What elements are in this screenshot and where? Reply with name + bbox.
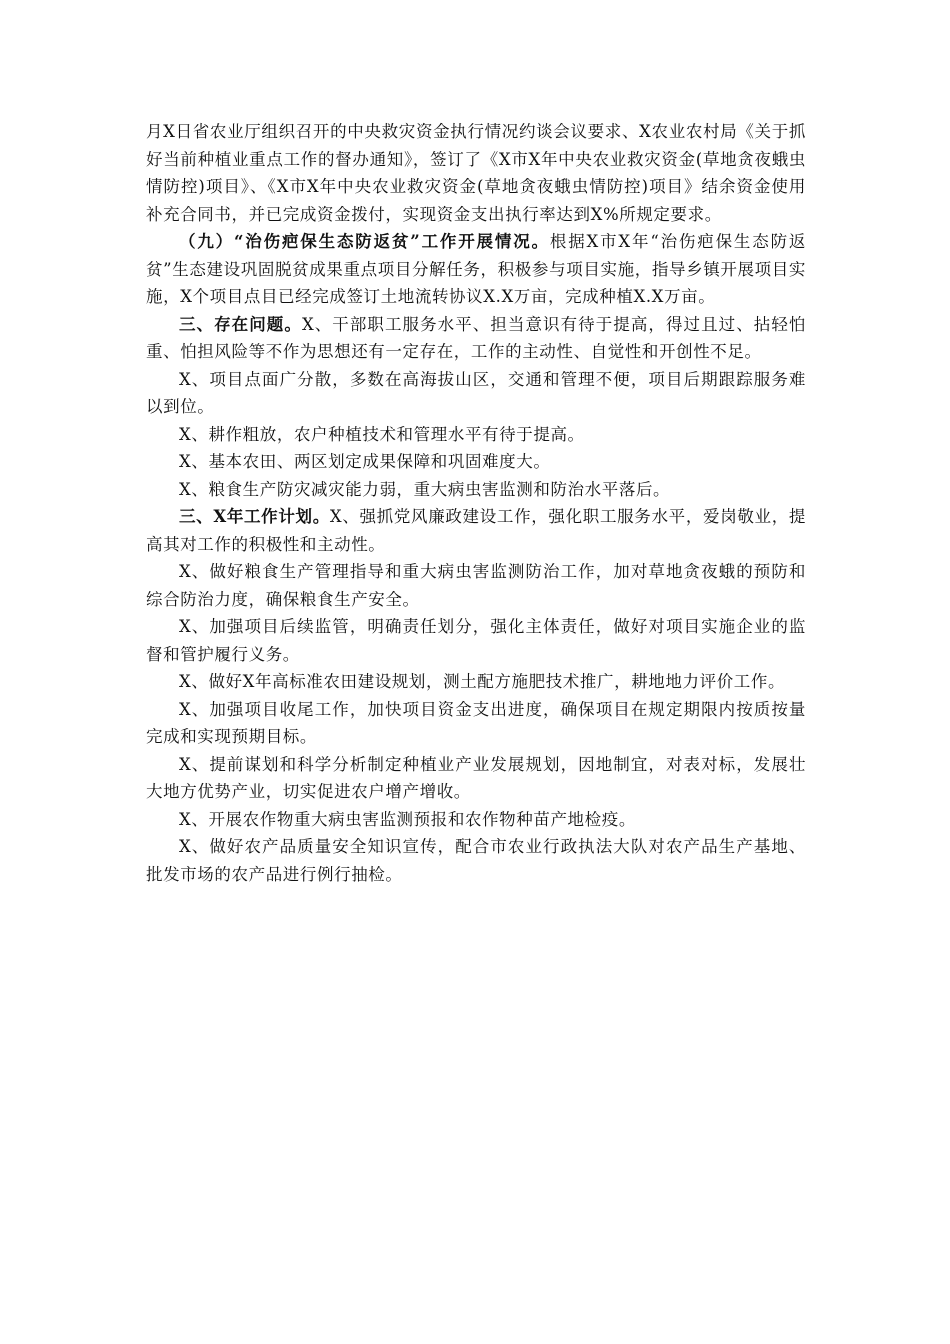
paragraph-3 [146,311,806,366]
document-page [146,118,806,888]
paragraph-text: X、基本农田、两区划定成果保障和巩固难度大。 [179,452,551,471]
paragraph-text: 根据X市X年“治伤疤保生态防返贫”生态建设巩固脱贫成果重点项目分解任务，积极参与项目实施，指导乡镇开展项目实施，X个项目点目已经完成签订土地流转协议X.X万亩，完成种植X.X万亩。 [146,232,806,306]
paragraph-text: X、提前谋划和科学分析制定种植业产业发展规划，因地制宜，对表对标，发展壮大地方优势产业，切实促进农户增产增收。 [146,754,806,801]
paragraph-lead: （九）“治伤疤保生态防返贫”工作开展情况。 [179,232,550,251]
paragraph-9 [146,558,806,613]
paragraph-6 [146,448,806,476]
paragraph-text: X、加强项目后续监管，明确责任划分，强化主体责任，做好对项目实施企业的监督和管护履行义务。 [146,617,806,664]
paragraph-7 [146,476,806,504]
paragraph-11 [146,668,806,696]
paragraph-13 [146,751,806,806]
paragraph-text: X、项目点面广分散，多数在高海拔山区，交通和管理不便，项目后期跟踪服务难以到位。 [146,369,806,416]
paragraph-2 [146,228,806,311]
paragraph-text: X、粮食生产防灾减灾能力弱，重大病虫害监测和防治水平落后。 [179,479,671,499]
paragraph-14 [146,806,806,834]
paragraph-4 [146,366,806,421]
paragraph-1 [146,118,806,228]
paragraph-text: X、耕作粗放，农户种植技术和管理水平有待于提高。 [179,424,585,444]
paragraph-text: X、做好X年高标准农田建设规划，测土配方施肥技术推广，耕地地力评价工作。 [179,672,786,691]
paragraph-text: X、加强项目收尾工作，加快项目资金支出进度，确保项目在规定期限内按质按量完成和实现预期目标。 [146,699,806,746]
paragraph-text: X、强抓党风廉政建设工作，强化职工服务水平，爱岗敬业，提高其对工作的积极性和主动性。 [146,507,806,554]
paragraph-text: X、干部职工服务水平、担当意识有待于提高，得过且过、拈轻怕重、怕担风险等不作为思想还有一定存在，工作的主动性、自觉性和开创性不足。 [146,314,806,361]
paragraph-text: 月X日省农业厅组织召开的中央救灾资金执行情况约谈会议要求、X农业农村局《关于抓好当前种植业重点工作的督办通知》，签订了《X市X年中央农业救灾资金(草地贪夜蛾虫情防控)项目》、《X市X年中央农业救灾资金(草地贪夜蛾虫情防控)项目》结余资金使用补充合同书，并已完成资金拨付，实现资金支出执行率达到X%所规定要求。 [146,122,806,224]
paragraph-10 [146,613,806,668]
paragraph-15 [146,833,806,888]
paragraph-5 [146,421,806,449]
paragraph-12 [146,696,806,751]
paragraph-text: X、做好粮食生产管理指导和重大病虫害监测防治工作，加对草地贪夜蛾的预防和综合防治力度，确保粮食生产安全。 [146,562,806,609]
paragraph-text: X、做好农产品质量安全知识宣传，配合市农业行政执法大队对农产品生产基地、批发市场的农产品进行例行抽检。 [146,837,806,884]
paragraph-text: X、开展农作物重大病虫害监测预报和农作物种苗产地检疫。 [179,809,636,829]
paragraph-lead: 三、X年工作计划。 [179,507,330,526]
paragraph-8 [146,503,806,558]
paragraph-lead: 三、存在问题。 [179,314,302,334]
